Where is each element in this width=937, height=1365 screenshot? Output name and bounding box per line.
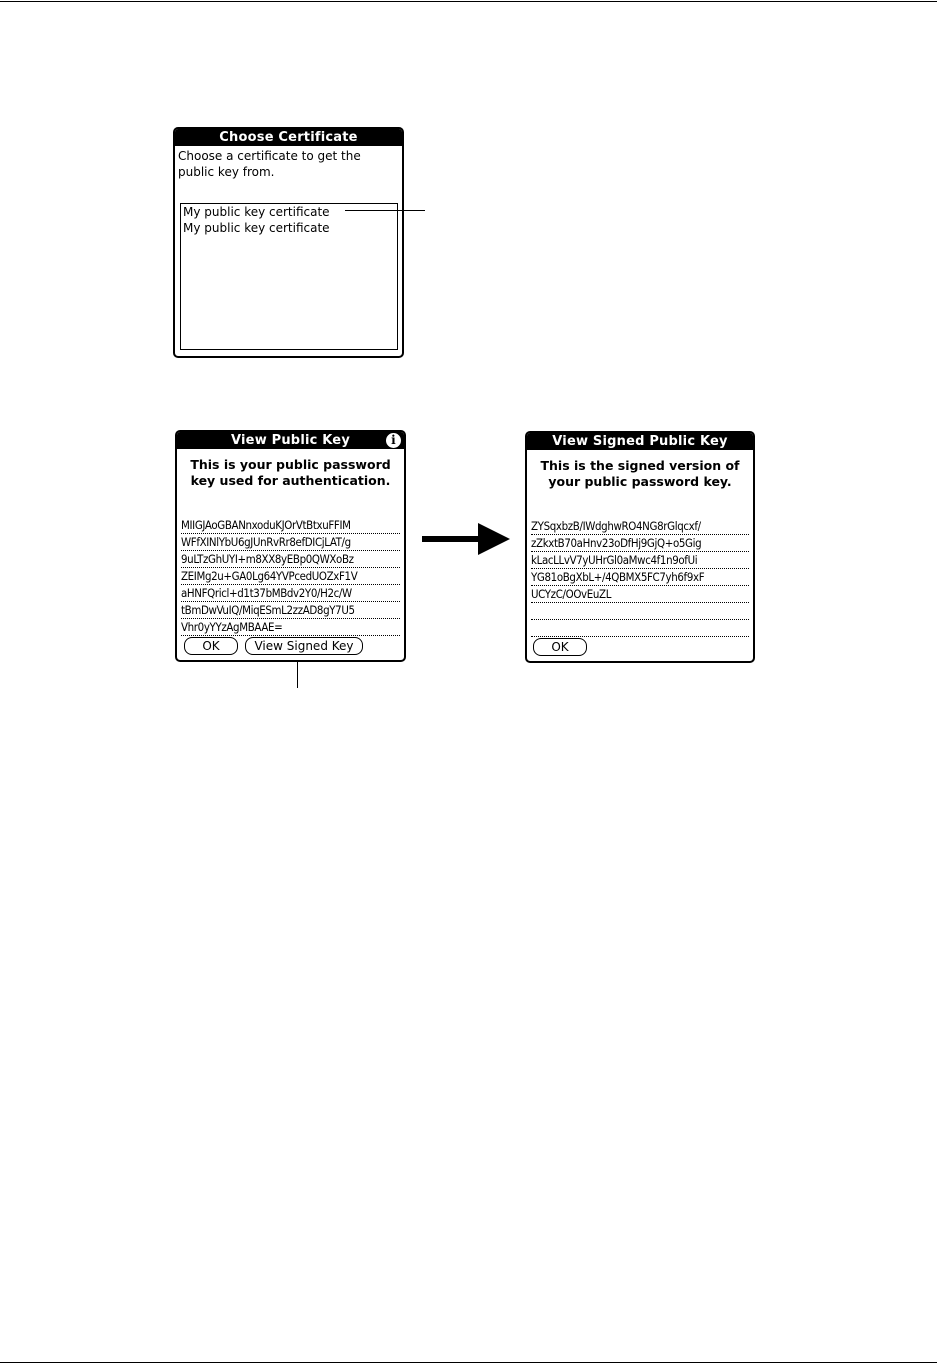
key-line xyxy=(531,620,749,637)
key-line: MIIGJAoGBANnxoduKJOrVtBtxuFFIM xyxy=(181,517,400,534)
key-line: kLacLLvV7yUHrGl0aMwc4f1n9ofUi xyxy=(531,552,749,569)
key-line: WFfXINlYbU6gJUnRvRr8efDICjLAT/g xyxy=(181,534,400,551)
dialog-title: View Signed Public Key xyxy=(527,433,753,450)
key-line: aHNFQricl+d1t37bMBdv2Y0/H2c/W xyxy=(181,585,400,602)
choose-certificate-dialog xyxy=(173,127,404,358)
page-bottom-rule xyxy=(0,1362,937,1363)
public-key-text xyxy=(181,517,400,636)
view-signed-public-key-dialog xyxy=(525,431,755,663)
key-line: YG81oBgXbL+/4QBMX5FC7yh6f9xF xyxy=(531,569,749,586)
dialog-prompt: Choose a certificate to get the public key from. xyxy=(178,149,361,179)
page-top-rule xyxy=(0,1,937,2)
callout-line xyxy=(297,660,298,688)
certificate-list-item[interactable]: My public key certificate xyxy=(183,205,330,219)
callout-line xyxy=(345,210,425,211)
ok-button[interactable]: OK xyxy=(533,638,587,656)
dialog-title: Choose Certificate xyxy=(175,129,402,146)
view-public-key-dialog xyxy=(175,430,406,662)
dialog-title-text: View Public Key xyxy=(230,433,350,448)
ok-button[interactable]: OK xyxy=(184,637,238,655)
right-arrow-icon xyxy=(420,521,512,557)
key-line: tBmDwVuIQ/MiqESmL2zzAD8gY7U5 xyxy=(181,602,400,619)
signed-key-text xyxy=(531,518,749,637)
key-line: Vhr0yYYzAgMBAAE= xyxy=(181,619,400,636)
info-icon[interactable]: i xyxy=(386,433,401,448)
key-line: zZkxtB70aHnv23oDfHj9GjQ+o5Gig xyxy=(531,535,749,552)
key-line: UCYzC/OOvEuZL xyxy=(531,586,749,603)
certificate-list xyxy=(180,203,398,350)
dialog-title xyxy=(177,432,404,449)
key-line xyxy=(531,603,749,620)
key-line: 9uLTzGhUYI+m8XX8yEBp0QWXoBz xyxy=(181,551,400,568)
key-line: ZYSqxbzB/IWdghwRO4NG8rGlqcxf/ xyxy=(531,518,749,535)
key-line: ZEIMg2u+GA0Lg64YVPcedUOZxF1V xyxy=(181,568,400,585)
view-signed-key-button[interactable]: View Signed Key xyxy=(245,637,363,655)
dialog-heading: This is your public password key used for authentication. xyxy=(190,457,391,488)
certificate-list-item[interactable]: My public key certificate xyxy=(183,221,330,235)
dialog-heading: This is the signed version of your public password key. xyxy=(540,458,740,489)
